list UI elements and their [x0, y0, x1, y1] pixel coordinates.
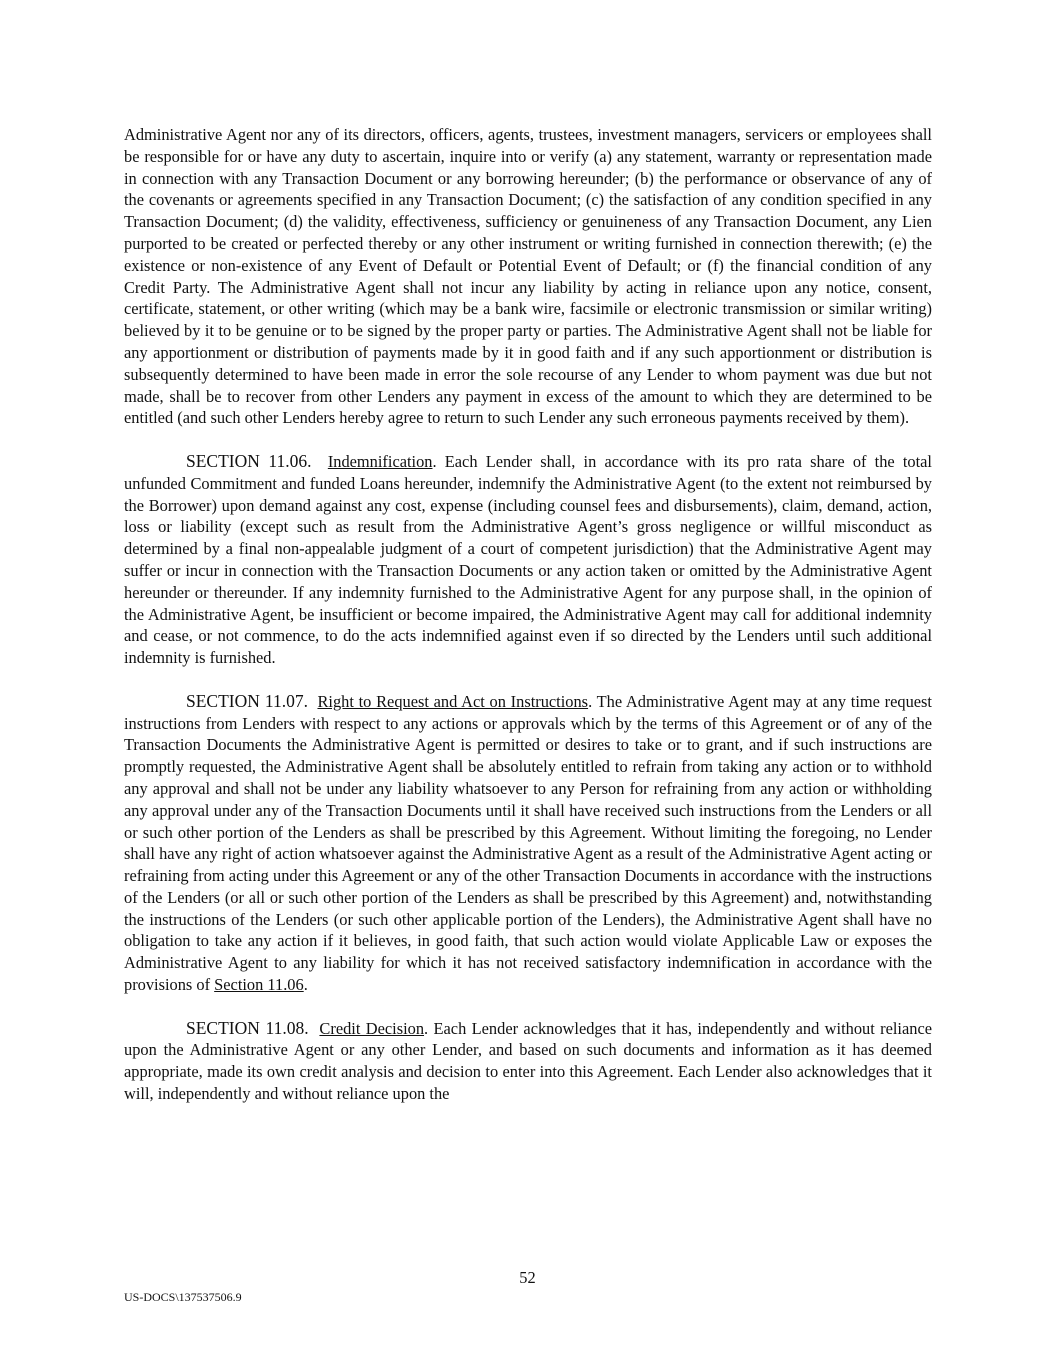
paragraph-continued: Administrative Agent nor any of its directors, officers, agents, trustees, investment managers, servicers or employees shall be responsible for or have any duty to ascertain, inquire into or verify (a) any statement, warranty or representation made in connection with any Transaction Document or any borrowing hereunder; (b) the performance or observance of any of the covenants or agreements specified in any Transaction Document; (c) the satisfaction of any condition specified in any Transaction Document; (d) the validity, effectiveness, sufficiency or genuineness of any Transaction Document, any Lien purported to be created or perfected thereby or any other instrument or writing furnished in connection therewith; (e) the existence or non-existence of any Event of Default or Potential Event of Default; or (f) the financial condition of any Credit Party. The Administrative Agent shall not incur any liability by acting in reliance upon any notice, consent, certificate, statement, or other writing (which may be a bank wire, facsimile or electronic transmission or similar writing) believed by it to be genuine or to be signed by the proper party or parties. The Administrative Agent shall not be liable for any apportionment or distribution of payments made by it in good faith and if any such apportionment or distribution is subsequently determined to have been made in error the sole recourse of any Lender to whom payment was due but not made, shall be to recover from other Lenders any payment in excess of the amount to which they are determined to be entitled (and such other Lenders hereby agree to return to such Lender any such erroneous payments received by them). [124, 125, 932, 428]
page-number: 52 [519, 1268, 536, 1287]
section-11-06 [124, 451, 932, 669]
section-heading: SECTION 11.08. [186, 1017, 309, 1038]
section-reference: Section 11.06 [214, 975, 304, 995]
section-title: Right to Request and Act on Instructions [317, 691, 589, 711]
section-title: Credit Decision [319, 1018, 425, 1038]
section-heading: SECTION 11.07. [186, 690, 308, 711]
section-body: . Each Lender shall, in accordance with its pro rata share of the total unfunded Commitment and funded Loans hereunder, indemnify the Administrative Agent (to the extent not reimbursed by the Borrower) upon demand against any cost, expense (including counsel fees and disbursements), claim, demand, action, loss or liability (except such as result from the Administrative Agent’s gross negligence or willful misconduct as determined by a final non-appealable judgment of a court of competent jurisdiction) that the Administrative Agent may suffer or incur in connection with the Transaction Documents or any action taken or omitted by the Administrative Agent hereunder or thereunder. If any indemnity furnished to the Administrative Agent for any purpose shall, in the opinion of the Administrative Agent, be insufficient or become impaired, the Administrative Agent may call for additional indemnity and cease, or not commence, to do the acts indemnified against even if so directed by the Lenders until such additional indemnity is furnished. [124, 451, 932, 668]
section-body: . The Administrative Agent may at any time request instructions from Lenders with respect to any actions or approvals which by the terms of this Agreement or of any of the Transaction Documents the Administrative Agent is permitted or desires to take or to grant, and if such instructions are promptly requested, the Administrative Agent shall be absolutely entitled to refrain from taking any action or to withhold any approval and shall not be under any liability whatsoever to any Person for refraining from any action or withholding any approval under any of the Transaction Documents until it shall have received such instructions from the Lenders or all or such other portion of the Lenders as shall be prescribed by this Agreement. Without limiting the foregoing, no Lender shall have any right of action whatsoever against the Administrative Agent as a result of the Administrative Agent acting or refraining from acting under this Agreement or any of the other Transaction Documents in accordance with the instructions of the Lenders (or all or such other portion of the Lenders as shall be prescribed by this Agreement) and, notwithstanding the instructions of the Lenders (or such other applicable portion of the Lenders), the Administrative Agent shall have no obligation to take any action if it believes, in good faith, that such action would violate Applicable Law or exposes the Administrative Agent to any liability for which it has not received satisfactory indemnification in accordance with the provisions of [124, 691, 932, 995]
section-11-07 [124, 691, 932, 996]
document-id: US-DOCS\137537506.9 [124, 1290, 242, 1304]
section-title: Indemnification [327, 451, 433, 471]
section-body-end: . [303, 975, 308, 995]
section-body: . Each Lender acknowledges that it has, independently and without reliance upon the Administrative Agent or any other Lender, and based on such documents and information as it has deemed appropriate, made its own credit analysis and decision to enter into this Agreement. Each Lender also acknowledges that it will, independently and without reliance upon the [124, 1018, 932, 1104]
document-body [124, 124, 932, 1127]
section-11-08 [124, 1018, 932, 1105]
section-heading: SECTION 11.06. [186, 450, 312, 471]
